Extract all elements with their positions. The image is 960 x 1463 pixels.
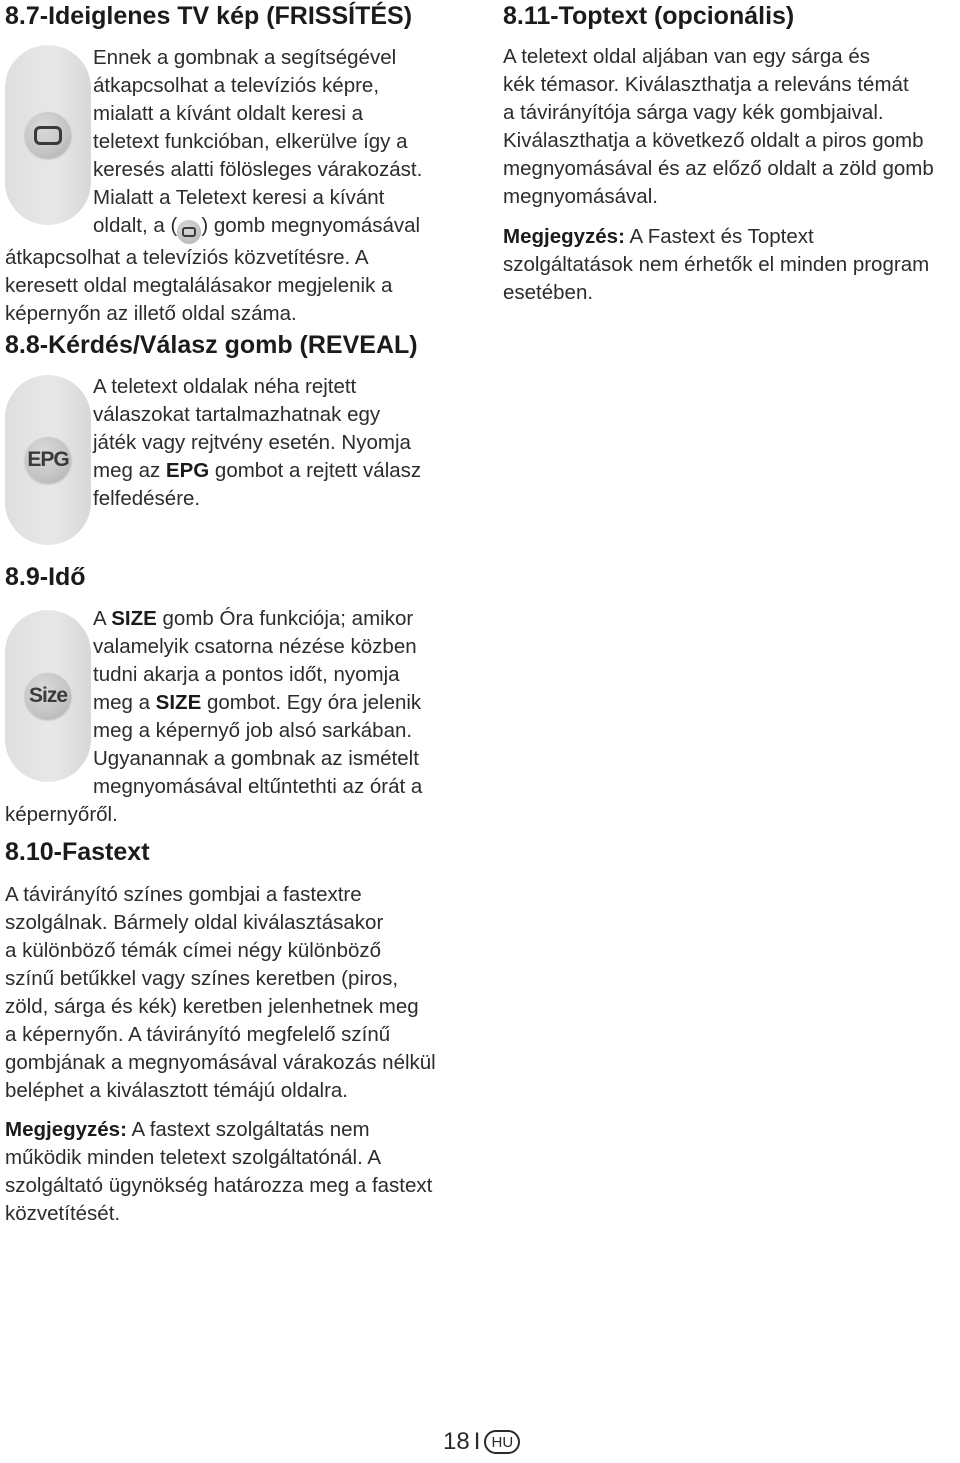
section-8-9-title: 8.9-Idő (5, 563, 86, 591)
text-line: tudni akarja a pontos időt, nyomja (93, 663, 400, 686)
epg-button-label: EPG (27, 448, 69, 471)
text-line: keresett oldal megtalálásakor megjelenik a (5, 274, 393, 297)
section-8-10-note-text: A fastext szolgáltatás nem működik minden teletext szolgáltatónál. A szolgáltató ügynökség határozza meg a fastext közvetítését. (5, 1118, 433, 1225)
section-8-8-body-part-2: gombot a rejtett válasz felfedésére. (93, 459, 422, 510)
text-line: meg a képernyő job alsó sarkában. (93, 719, 413, 742)
epg-button-icon (25, 437, 71, 483)
text-line: mialatt a kívánt oldalt keresi a (93, 102, 364, 125)
text-line: A SIZE gomb Óra funkciója; amikor (93, 607, 414, 630)
remote-illustration-reveal (5, 375, 91, 545)
text-line: Ennek a gombnak a segítségével (93, 46, 397, 69)
section-8-8-body-part-1: A teletext oldalak néha rejtett válaszokat tartalmazhatnak egy játék vagy rejtvény esetén. Nyomja meg az (93, 375, 411, 482)
section-8-7-body (5, 44, 455, 328)
text-line: keresés alatti fölösleges várakozást. (93, 158, 423, 181)
size-keyword: SIZE (155, 691, 202, 714)
section-8-11-title: 8.11-Toptext (opcionális) (503, 2, 795, 30)
section-8-10-title: 8.10-Fastext (5, 838, 150, 866)
section-8-10-note-label: Megjegyzés: (5, 1118, 127, 1141)
tv-button-inline-icon (177, 220, 201, 244)
section-8-7-title: 8.7-Ideiglenes TV kép (FRISSÍTÉS) (5, 2, 413, 30)
text-line: oldalt, a ( ) gomb megnyomásával (5, 212, 455, 244)
language-badge: HU (484, 1430, 520, 1454)
text-line: meg a SIZE gombot. Egy óra jelenik (93, 691, 422, 714)
size-button-label: Size (28, 684, 68, 707)
text-line: teletext funkcióban, elkerülve így a (93, 130, 408, 153)
section-8-11-note-label: Megjegyzés: (503, 225, 625, 248)
section-8-11-note-text: A Fastext és Toptext szolgáltatások nem érhetők el minden program esetében. (503, 225, 930, 304)
section-8-8-title: 8.8-Kérdés/Válasz gomb (REVEAL) (5, 331, 418, 359)
section-8-9-body (5, 605, 465, 829)
text-line: képernyőn az illető oldal száma. (5, 302, 297, 325)
size-keyword: SIZE (111, 607, 157, 630)
page-footer (443, 1428, 520, 1456)
section-8-8-body (93, 373, 463, 513)
text-line: Mialatt a Teletext keresi a kívánt (93, 186, 385, 209)
text-line: valamelyik csatorna nézése közben (93, 635, 417, 658)
text-line: Ugyanannak a gombnak az ismételt (93, 747, 419, 770)
section-8-10-body: A távirányító színes gombjai a fastextre szolgálnak. Bármely oldal kiválasztásakor a különböző témák címei négy különböző színű betűkkel vagy színes keretben (piros, zöld, sárga és kék) keretben jelenhetnek meg a képernyőn. A távirányító megfelelő színű gombjának a megnyomásával várakozás nélkül beléphet a kiválasztott témájú oldalra. (5, 883, 436, 1102)
text-line: megnyomásával eltűntethti az órát a (93, 775, 423, 798)
section-8-10-note (5, 1116, 475, 1228)
page-number: 18 (443, 1428, 470, 1455)
page-number-separator: I (473, 1428, 481, 1455)
text-line: átkapcsolhat a televíziós képre, (93, 74, 380, 97)
section-8-11-body: A teletext oldal aljában van egy sárga és kék témasor. Kiválaszthatja a releváns témát a távirányítója sárga vagy kék gombjaival. Kiválaszthatja a következő oldalt a piros gomb megnyomásával és az előző oldalt a zöld gomb megnyomásával. (503, 45, 934, 208)
section-8-11-note (503, 223, 958, 307)
text-line: képernyőről. (5, 803, 118, 826)
text-line: átkapcsolhat a televíziós közvetítésre. A (5, 246, 369, 269)
section-8-8-body-bold-epg: EPG (165, 459, 210, 482)
